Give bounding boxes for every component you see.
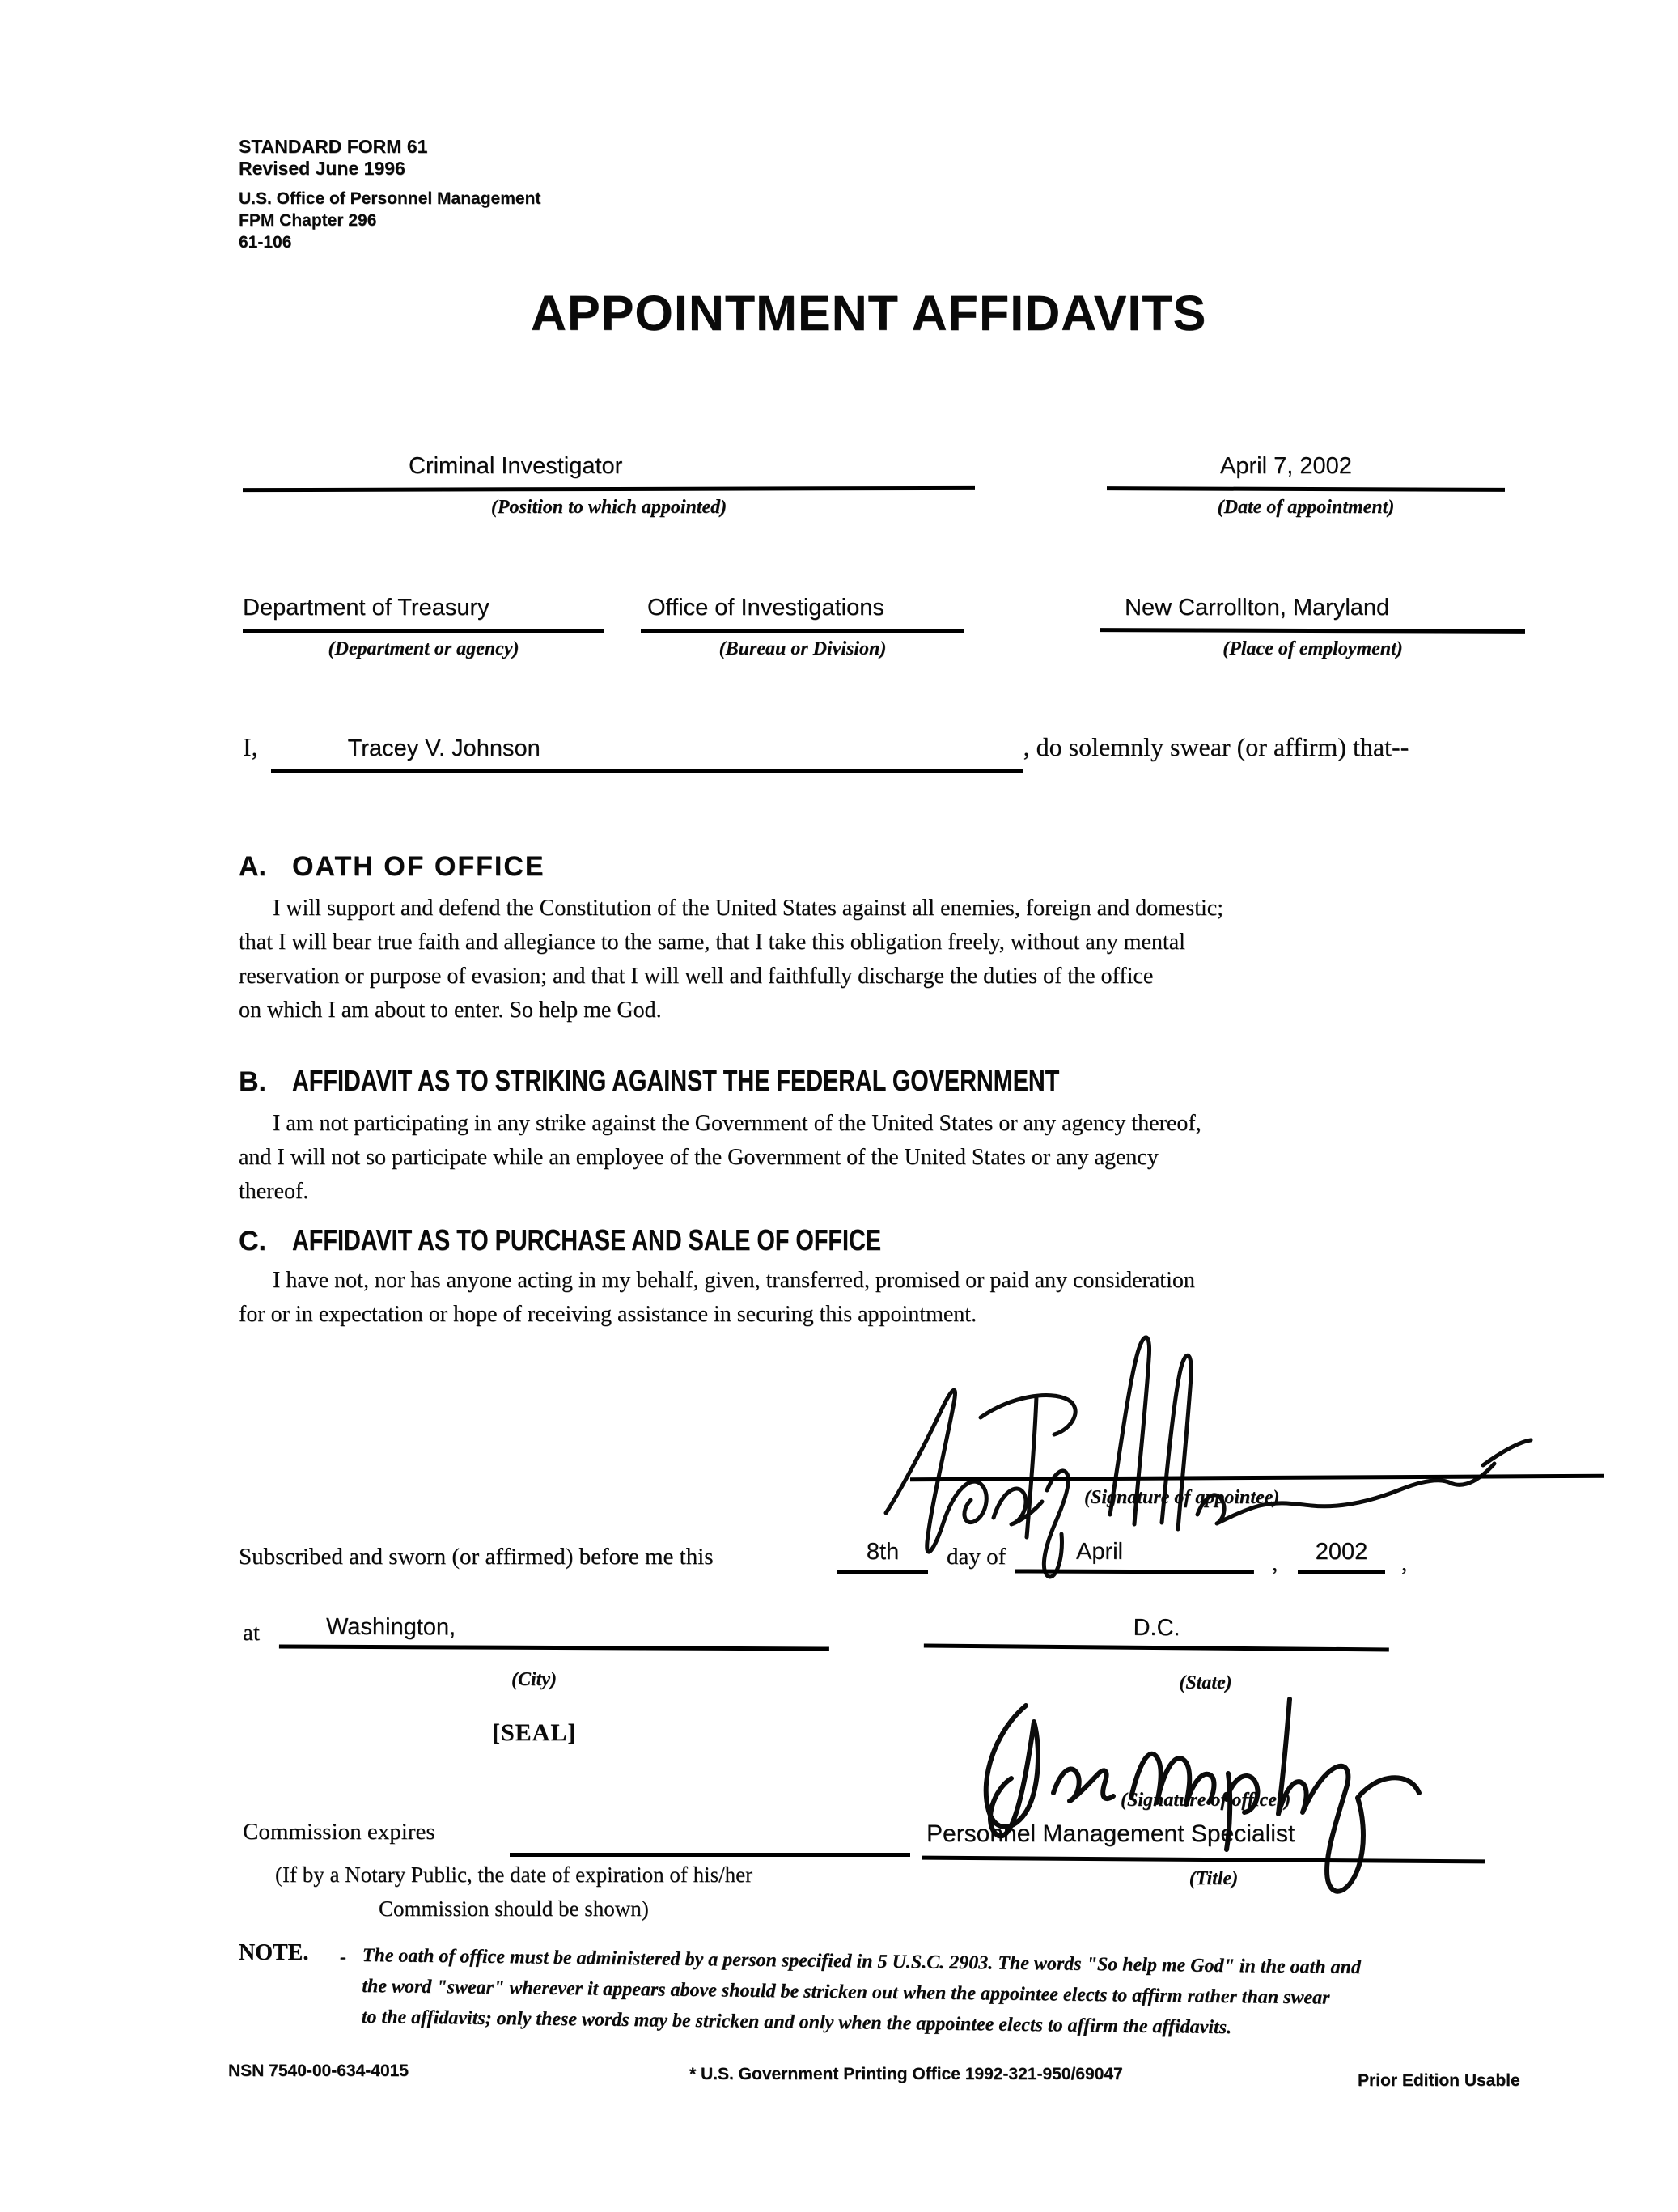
date-underline (1107, 486, 1505, 492)
oath-intro-line (243, 732, 1409, 773)
at-text: at (243, 1620, 260, 1646)
date-value: April 7, 2002 (1220, 453, 1352, 479)
position-value: Criminal Investigator (409, 453, 623, 479)
body-line: for or in expectation or hope of receiving assistance in securing this appointment. (239, 1302, 977, 1327)
officer-signature-label: (Signature of officer) (1121, 1790, 1291, 1811)
body-line: reservation or purpose of evasion; and that I will well and faithfully discharge the duties of the office (239, 964, 1154, 989)
note-label: NOTE. (239, 1940, 309, 1965)
footer-prior-edition: Prior Edition Usable (1358, 2071, 1520, 2090)
form-chapter: FPM Chapter 296 (239, 211, 377, 230)
trailing-comma: , (1401, 1550, 1408, 1576)
commission-note-line1: (If by a Notary Public, the date of expiration of his/her (275, 1862, 753, 1887)
footer-nsn: NSN 7540-00-634-4015 (228, 2062, 409, 2080)
spacer (239, 180, 540, 188)
body-line: I will support and defend the Constitution of the United States against all enemies, foreign and domestic; (273, 896, 1223, 921)
note-line: to the affidavits; only these words may be stricken and only when the appointee elects to affirm the affidavits. (361, 2006, 1232, 2039)
commission-note-line2: Commission should be shown) (379, 1896, 649, 1921)
section-b-body (239, 1107, 1201, 1209)
position-underline (243, 486, 975, 492)
day-of-text: day of (947, 1544, 1006, 1570)
body-line: on which I am about to enter. So help me God. (239, 998, 662, 1023)
field-bureau (641, 595, 964, 660)
body-line: and I will not so participate while an employee of the Government of the United States or any agency (239, 1145, 1159, 1170)
section-b-title: AFFIDAVIT AS TO STRIKING AGAINST THE FEDERAL GOVERNMENT (292, 1064, 1060, 1097)
place-value: New Carrollton, Maryland (1125, 595, 1390, 621)
officer-title-label: (Title) (1189, 1868, 1239, 1889)
date-label: (Date of appointment) (1217, 497, 1395, 518)
form-revision: Revised June 1996 (239, 158, 405, 179)
body-line: I am not participating in any strike against the Government of the United States or any agency thereof, (273, 1111, 1201, 1136)
state-label: (State) (1179, 1672, 1232, 1693)
body-line: that I will bear true faith and allegiance to the same, that I take this obligation freely, without any mental (239, 930, 1185, 955)
place-underline (1100, 628, 1525, 634)
note-body (362, 1940, 1362, 2045)
section-b-heading (239, 1064, 1251, 1098)
field-department (243, 595, 604, 660)
state-value: D.C. (924, 1612, 1389, 1651)
note-line: the word "swear" wherever it appears above should be stricken out when the appointee elects to affirm rather than swear (362, 1975, 1330, 2009)
form-number: STANDARD FORM 61 (239, 136, 428, 157)
section-c-title: AFFIDAVIT AS TO PURCHASE AND SALE OF OFFICE (292, 1223, 882, 1256)
bureau-value: Office of Investigations (647, 595, 884, 621)
subscribed-text: Subscribed and sworn (or affirmed) before me this (239, 1544, 714, 1570)
section-a-title: OATH OF OFFICE (292, 851, 545, 882)
section-a-heading (239, 851, 545, 883)
section-b-letter: B. (239, 1066, 266, 1097)
section-c-heading (239, 1223, 1028, 1257)
form-code: 61-106 (239, 233, 292, 252)
oath-intro-suffix: , do solemnly swear (or affirm) that-- (1023, 732, 1409, 761)
form-identification (239, 136, 540, 253)
note-line: The oath of office must be administered by a person specified in 5 U.S.C. 2903. The words "So help me God" in the oath and (362, 1944, 1362, 1979)
department-label: (Department or agency) (328, 638, 519, 659)
appointee-signature-label: (Signature of appointee) (1084, 1487, 1280, 1508)
commission-expires-text: Commission expires (243, 1819, 435, 1845)
place-label: (Place of employment) (1222, 638, 1403, 659)
body-line: thereof. (239, 1179, 309, 1204)
appointee-name-value: Tracey V. Johnson (271, 735, 1023, 773)
officer-title-value: Personnel Management Specialist (926, 1820, 1295, 1847)
section-a-body (239, 892, 1223, 1028)
field-date (1107, 453, 1505, 519)
comma: , (1272, 1550, 1278, 1576)
bureau-underline (641, 629, 964, 633)
form-agency: U.S. Office of Personnel Management (239, 189, 541, 208)
field-place (1100, 595, 1525, 660)
note-dash: - (340, 1947, 346, 1968)
bureau-label: (Bureau or Division) (718, 638, 887, 659)
section-a-letter: A. (239, 851, 266, 882)
footer-gpo: * U.S. Government Printing Office 1992-321-950/69047 (689, 2065, 1123, 2083)
year-value: 2002 (1298, 1539, 1385, 1574)
body-line: I have not, nor has anyone acting in my behalf, given, transferred, promised or paid any consideration (273, 1268, 1195, 1293)
page-title: APPOINTMENT AFFIDAVITS (531, 286, 1207, 341)
oath-intro-prefix: I, (243, 732, 258, 761)
commission-expires-line (510, 1853, 910, 1857)
position-label: (Position to which appointed) (490, 497, 727, 518)
department-value: Department of Treasury (243, 595, 489, 621)
department-underline (243, 629, 604, 633)
city-value: Washington, (279, 1614, 829, 1651)
section-c-letter: C. (239, 1226, 266, 1256)
city-label: (City) (511, 1669, 557, 1690)
seal-marker: [SEAL] (492, 1719, 577, 1746)
month-value: April (1015, 1538, 1254, 1574)
field-position (243, 453, 975, 519)
day-value: 8th (837, 1539, 928, 1574)
